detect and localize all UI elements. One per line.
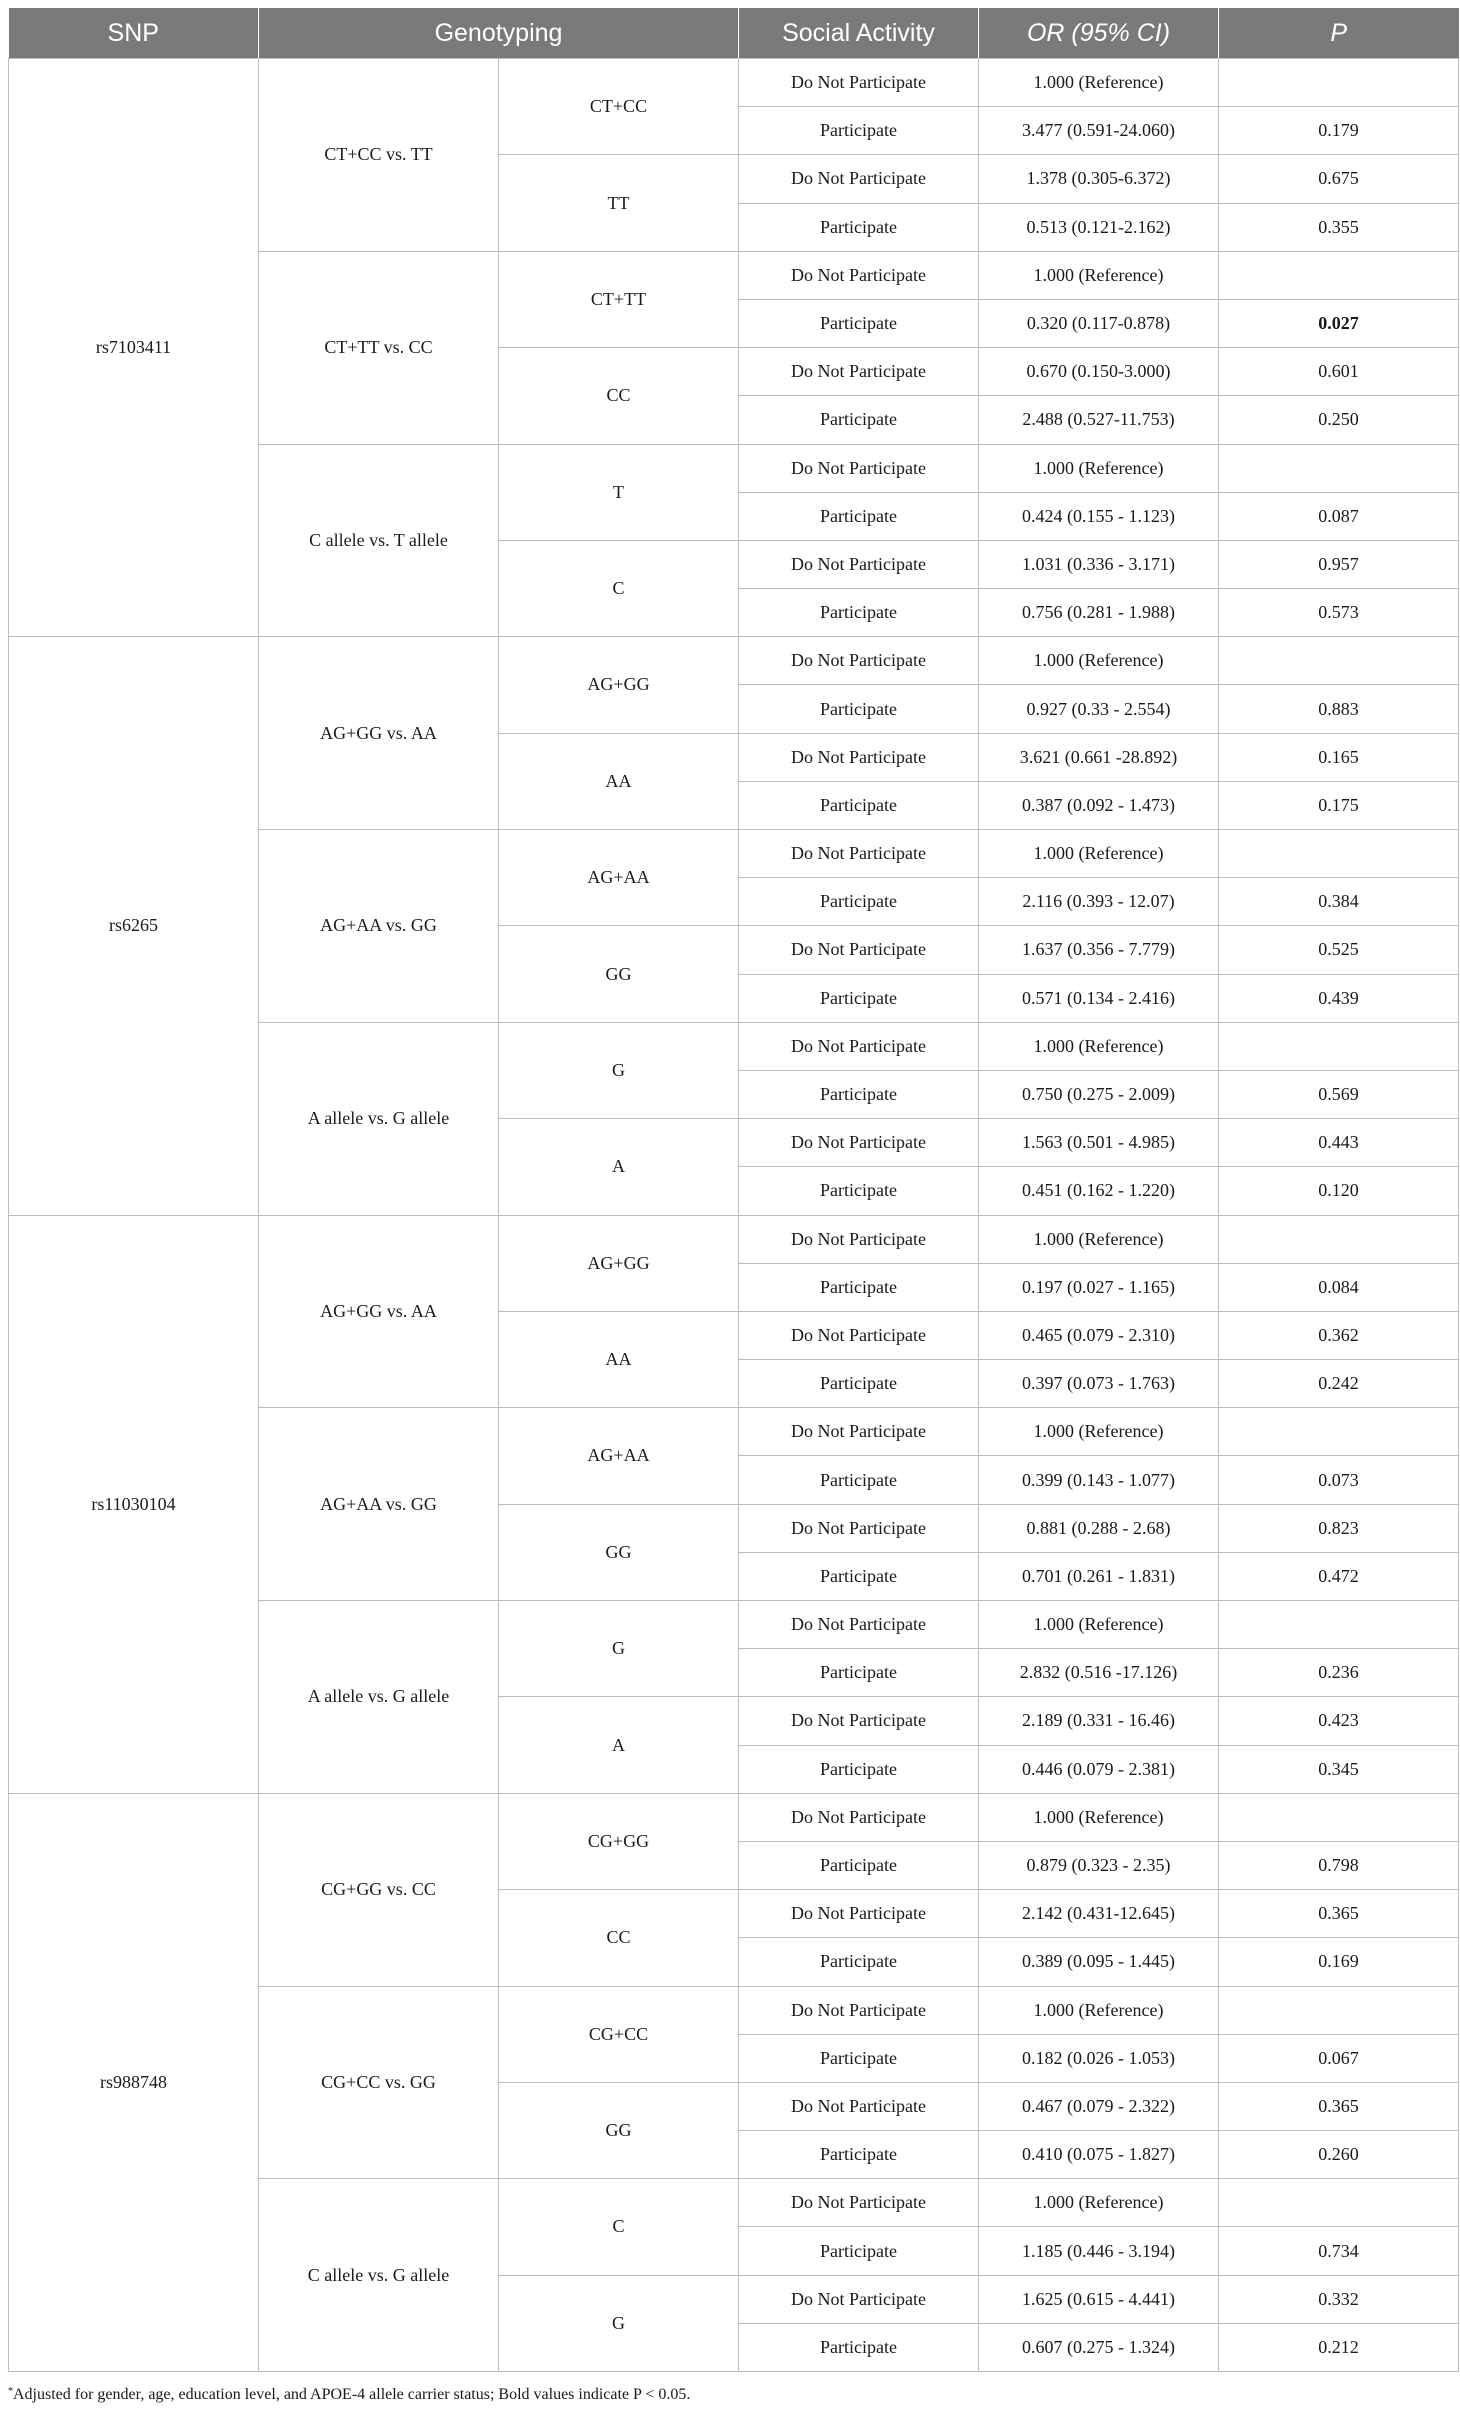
genotype-cell: GG — [499, 1504, 739, 1600]
p-value-cell: 0.569 — [1219, 1070, 1459, 1118]
comparison-cell: AG+GG vs. AA — [259, 637, 499, 830]
comparison-cell: C allele vs. T allele — [259, 444, 499, 637]
genotype-cell: AG+GG — [499, 637, 739, 733]
p-value-cell: 0.823 — [1219, 1504, 1459, 1552]
activity-cell: Do Not Participate — [739, 2275, 979, 2323]
or-ci-cell: 0.881 (0.288 - 2.68) — [979, 1504, 1219, 1552]
activity-cell: Participate — [739, 1649, 979, 1697]
activity-cell: Participate — [739, 492, 979, 540]
activity-cell: Do Not Participate — [739, 155, 979, 203]
activity-cell: Participate — [739, 1938, 979, 1986]
table-row — [9, 1793, 1459, 1841]
genotype-cell: A — [499, 1119, 739, 1215]
table-row — [9, 59, 1459, 107]
comparison-cell: AG+AA vs. GG — [259, 1408, 499, 1601]
p-value-cell: 0.236 — [1219, 1649, 1459, 1697]
p-value-cell: 0.365 — [1219, 1890, 1459, 1938]
p-value-cell: 0.362 — [1219, 1311, 1459, 1359]
footnote — [8, 2386, 690, 2404]
p-value-cell: 0.423 — [1219, 1697, 1459, 1745]
genotype-cell: CG+GG — [499, 1793, 739, 1889]
snp-cell: rs11030104 — [9, 1215, 259, 1793]
or-ci-cell: 0.424 (0.155 - 1.123) — [979, 492, 1219, 540]
snp-cell: rs7103411 — [9, 59, 259, 637]
activity-cell: Do Not Participate — [739, 444, 979, 492]
activity-cell: Participate — [739, 1745, 979, 1793]
genotype-cell: AG+AA — [499, 830, 739, 926]
header-p: P — [1219, 8, 1459, 59]
p-value-cell — [1219, 1986, 1459, 2034]
activity-cell: Do Not Participate — [739, 1311, 979, 1359]
header-row — [9, 8, 1459, 59]
results-table — [8, 8, 1459, 2372]
header-genotyping: Genotyping — [259, 8, 739, 59]
activity-cell: Participate — [739, 203, 979, 251]
genotype-cell: CT+TT — [499, 251, 739, 347]
p-value-cell: 0.073 — [1219, 1456, 1459, 1504]
p-value-cell: 0.175 — [1219, 781, 1459, 829]
p-value-cell: 0.250 — [1219, 396, 1459, 444]
activity-cell: Participate — [739, 107, 979, 155]
p-value-cell: 0.355 — [1219, 203, 1459, 251]
activity-cell: Do Not Participate — [739, 1408, 979, 1456]
header-social-activity: Social Activity — [739, 8, 979, 59]
comparison-cell: AG+GG vs. AA — [259, 1215, 499, 1408]
genotype-cell: TT — [499, 155, 739, 251]
or-ci-cell: 1.000 (Reference) — [979, 444, 1219, 492]
p-value-cell — [1219, 2179, 1459, 2227]
genotype-cell: A — [499, 1697, 739, 1793]
p-value-cell: 0.443 — [1219, 1119, 1459, 1167]
genotype-cell: T — [499, 444, 739, 540]
or-ci-cell: 2.189 (0.331 - 16.46) — [979, 1697, 1219, 1745]
genotype-cell: CT+CC — [499, 59, 739, 155]
activity-cell: Participate — [739, 299, 979, 347]
p-value-cell: 0.087 — [1219, 492, 1459, 540]
p-value-cell: 0.525 — [1219, 926, 1459, 974]
p-value-cell: 0.169 — [1219, 1938, 1459, 1986]
activity-cell: Do Not Participate — [739, 733, 979, 781]
or-ci-cell: 0.513 (0.121-2.162) — [979, 203, 1219, 251]
genotype-cell: G — [499, 2275, 739, 2371]
comparison-cell: AG+AA vs. GG — [259, 830, 499, 1023]
p-value-cell: 0.601 — [1219, 348, 1459, 396]
genotype-cell: AG+GG — [499, 1215, 739, 1311]
p-value-cell: 0.260 — [1219, 2131, 1459, 2179]
p-value-cell: 0.027 — [1219, 299, 1459, 347]
or-ci-cell: 1.000 (Reference) — [979, 1215, 1219, 1263]
p-value-cell: 0.472 — [1219, 1552, 1459, 1600]
or-ci-cell: 2.832 (0.516 -17.126) — [979, 1649, 1219, 1697]
footnote-text: Adjusted for gender, age, education level, and APOE-4 allele carrier status; Bold values indicate P < 0.05. — [13, 2386, 691, 2403]
activity-cell: Do Not Participate — [739, 348, 979, 396]
activity-cell: Do Not Participate — [739, 1986, 979, 2034]
activity-cell: Do Not Participate — [739, 1119, 979, 1167]
activity-cell: Do Not Participate — [739, 251, 979, 299]
p-value-cell: 0.067 — [1219, 2034, 1459, 2082]
comparison-cell: CT+CC vs. TT — [259, 59, 499, 252]
genotype-cell: G — [499, 1022, 739, 1118]
or-ci-cell: 1.185 (0.446 - 3.194) — [979, 2227, 1219, 2275]
or-ci-cell: 1.000 (Reference) — [979, 1022, 1219, 1070]
p-value-cell — [1219, 1793, 1459, 1841]
p-value-cell: 0.242 — [1219, 1360, 1459, 1408]
p-value-cell: 0.165 — [1219, 733, 1459, 781]
genotype-cell: AA — [499, 733, 739, 829]
p-value-cell: 0.084 — [1219, 1263, 1459, 1311]
genotype-cell: AG+AA — [499, 1408, 739, 1504]
or-ci-cell: 0.571 (0.134 - 2.416) — [979, 974, 1219, 1022]
comparison-cell: C allele vs. G allele — [259, 2179, 499, 2372]
activity-cell: Participate — [739, 2034, 979, 2082]
p-value-cell: 0.345 — [1219, 1745, 1459, 1793]
p-value-cell — [1219, 637, 1459, 685]
activity-cell: Participate — [739, 1167, 979, 1215]
activity-cell: Participate — [739, 2131, 979, 2179]
or-ci-cell: 1.000 (Reference) — [979, 637, 1219, 685]
genotype-cell: GG — [499, 2082, 739, 2178]
or-ci-cell: 1.000 (Reference) — [979, 830, 1219, 878]
or-ci-cell: 1.000 (Reference) — [979, 1408, 1219, 1456]
activity-cell: Participate — [739, 1360, 979, 1408]
activity-cell: Participate — [739, 1552, 979, 1600]
or-ci-cell: 1.378 (0.305-6.372) — [979, 155, 1219, 203]
or-ci-cell: 1.000 (Reference) — [979, 2179, 1219, 2227]
comparison-cell: CT+TT vs. CC — [259, 251, 499, 444]
table-row — [9, 1215, 1459, 1263]
activity-cell: Participate — [739, 974, 979, 1022]
or-ci-cell: 0.182 (0.026 - 1.053) — [979, 2034, 1219, 2082]
or-ci-cell: 0.197 (0.027 - 1.165) — [979, 1263, 1219, 1311]
activity-cell: Do Not Participate — [739, 1022, 979, 1070]
or-ci-cell: 1.031 (0.336 - 3.171) — [979, 540, 1219, 588]
or-ci-cell: 0.320 (0.117-0.878) — [979, 299, 1219, 347]
p-value-cell — [1219, 444, 1459, 492]
or-ci-cell: 3.621 (0.661 -28.892) — [979, 733, 1219, 781]
p-value-cell — [1219, 1022, 1459, 1070]
or-ci-cell: 0.397 (0.073 - 1.763) — [979, 1360, 1219, 1408]
activity-cell: Do Not Participate — [739, 540, 979, 588]
activity-cell: Participate — [739, 878, 979, 926]
p-value-cell — [1219, 1408, 1459, 1456]
activity-cell: Participate — [739, 781, 979, 829]
or-ci-cell: 1.000 (Reference) — [979, 1986, 1219, 2034]
activity-cell: Do Not Participate — [739, 1215, 979, 1263]
p-value-cell: 0.883 — [1219, 685, 1459, 733]
snp-cell: rs6265 — [9, 637, 259, 1215]
or-ci-cell: 0.750 (0.275 - 2.009) — [979, 1070, 1219, 1118]
genotype-cell: C — [499, 540, 739, 636]
comparison-cell: A allele vs. G allele — [259, 1601, 499, 1794]
activity-cell: Participate — [739, 2323, 979, 2371]
p-value-cell: 0.957 — [1219, 540, 1459, 588]
activity-cell: Do Not Participate — [739, 1697, 979, 1745]
p-value-cell: 0.120 — [1219, 1167, 1459, 1215]
table-body — [9, 59, 1459, 2372]
genotype-cell: CC — [499, 1890, 739, 1986]
activity-cell: Do Not Participate — [739, 1504, 979, 1552]
or-ci-cell: 1.000 (Reference) — [979, 1793, 1219, 1841]
comparison-cell: A allele vs. G allele — [259, 1022, 499, 1215]
p-value-cell: 0.212 — [1219, 2323, 1459, 2371]
p-value-cell — [1219, 59, 1459, 107]
or-ci-cell: 0.607 (0.275 - 1.324) — [979, 2323, 1219, 2371]
genotype-cell: CG+CC — [499, 1986, 739, 2082]
footnote-marker: * — [8, 2386, 13, 2397]
activity-cell: Participate — [739, 1070, 979, 1118]
genotype-cell: AA — [499, 1311, 739, 1407]
or-ci-cell: 2.142 (0.431-12.645) — [979, 1890, 1219, 1938]
or-ci-cell: 0.465 (0.079 - 2.310) — [979, 1311, 1219, 1359]
or-ci-cell: 1.637 (0.356 - 7.779) — [979, 926, 1219, 974]
activity-cell: Do Not Participate — [739, 1601, 979, 1649]
snp-cell: rs988748 — [9, 1793, 259, 2371]
p-value-cell: 0.798 — [1219, 1841, 1459, 1889]
or-ci-cell: 1.625 (0.615 - 4.441) — [979, 2275, 1219, 2323]
or-ci-cell: 0.670 (0.150-3.000) — [979, 348, 1219, 396]
or-ci-cell: 1.563 (0.501 - 4.985) — [979, 1119, 1219, 1167]
or-ci-cell: 3.477 (0.591-24.060) — [979, 107, 1219, 155]
comparison-cell: CG+CC vs. GG — [259, 1986, 499, 2179]
or-ci-cell: 1.000 (Reference) — [979, 251, 1219, 299]
p-value-cell — [1219, 251, 1459, 299]
activity-cell: Participate — [739, 1456, 979, 1504]
or-ci-cell: 2.116 (0.393 - 12.07) — [979, 878, 1219, 926]
or-ci-cell: 0.927 (0.33 - 2.554) — [979, 685, 1219, 733]
genotype-cell: GG — [499, 926, 739, 1022]
header-snp: SNP — [9, 8, 259, 59]
or-ci-cell: 0.467 (0.079 - 2.322) — [979, 2082, 1219, 2130]
or-ci-cell: 0.879 (0.323 - 2.35) — [979, 1841, 1219, 1889]
or-ci-cell: 1.000 (Reference) — [979, 1601, 1219, 1649]
activity-cell: Participate — [739, 1841, 979, 1889]
p-value-cell: 0.439 — [1219, 974, 1459, 1022]
p-value-cell: 0.734 — [1219, 2227, 1459, 2275]
genotype-cell: G — [499, 1601, 739, 1697]
activity-cell: Do Not Participate — [739, 2082, 979, 2130]
or-ci-cell: 0.446 (0.079 - 2.381) — [979, 1745, 1219, 1793]
p-value-cell: 0.675 — [1219, 155, 1459, 203]
header-or-ci: OR (95% CI) — [979, 8, 1219, 59]
p-value-cell — [1219, 1601, 1459, 1649]
or-ci-cell: 0.410 (0.075 - 1.827) — [979, 2131, 1219, 2179]
p-value-cell — [1219, 830, 1459, 878]
p-value-cell: 0.332 — [1219, 2275, 1459, 2323]
or-ci-cell: 0.387 (0.092 - 1.473) — [979, 781, 1219, 829]
activity-cell: Do Not Participate — [739, 830, 979, 878]
activity-cell: Participate — [739, 1263, 979, 1311]
comparison-cell: CG+GG vs. CC — [259, 1793, 499, 1986]
or-ci-cell: 0.451 (0.162 - 1.220) — [979, 1167, 1219, 1215]
or-ci-cell: 0.701 (0.261 - 1.831) — [979, 1552, 1219, 1600]
activity-cell: Do Not Participate — [739, 59, 979, 107]
activity-cell: Do Not Participate — [739, 2179, 979, 2227]
or-ci-cell: 1.000 (Reference) — [979, 59, 1219, 107]
p-value-cell — [1219, 1215, 1459, 1263]
p-value-cell: 0.384 — [1219, 878, 1459, 926]
genotype-cell: CC — [499, 348, 739, 444]
table-row — [9, 637, 1459, 685]
activity-cell: Participate — [739, 589, 979, 637]
or-ci-cell: 0.399 (0.143 - 1.077) — [979, 1456, 1219, 1504]
or-ci-cell: 2.488 (0.527-11.753) — [979, 396, 1219, 444]
activity-cell: Do Not Participate — [739, 637, 979, 685]
activity-cell: Do Not Participate — [739, 926, 979, 974]
activity-cell: Participate — [739, 685, 979, 733]
p-value-cell: 0.573 — [1219, 589, 1459, 637]
activity-cell: Do Not Participate — [739, 1793, 979, 1841]
or-ci-cell: 0.389 (0.095 - 1.445) — [979, 1938, 1219, 1986]
activity-cell: Do Not Participate — [739, 1890, 979, 1938]
activity-cell: Participate — [739, 396, 979, 444]
or-ci-cell: 0.756 (0.281 - 1.988) — [979, 589, 1219, 637]
p-value-cell: 0.179 — [1219, 107, 1459, 155]
p-value-cell: 0.365 — [1219, 2082, 1459, 2130]
activity-cell: Participate — [739, 2227, 979, 2275]
genotype-cell: C — [499, 2179, 739, 2275]
